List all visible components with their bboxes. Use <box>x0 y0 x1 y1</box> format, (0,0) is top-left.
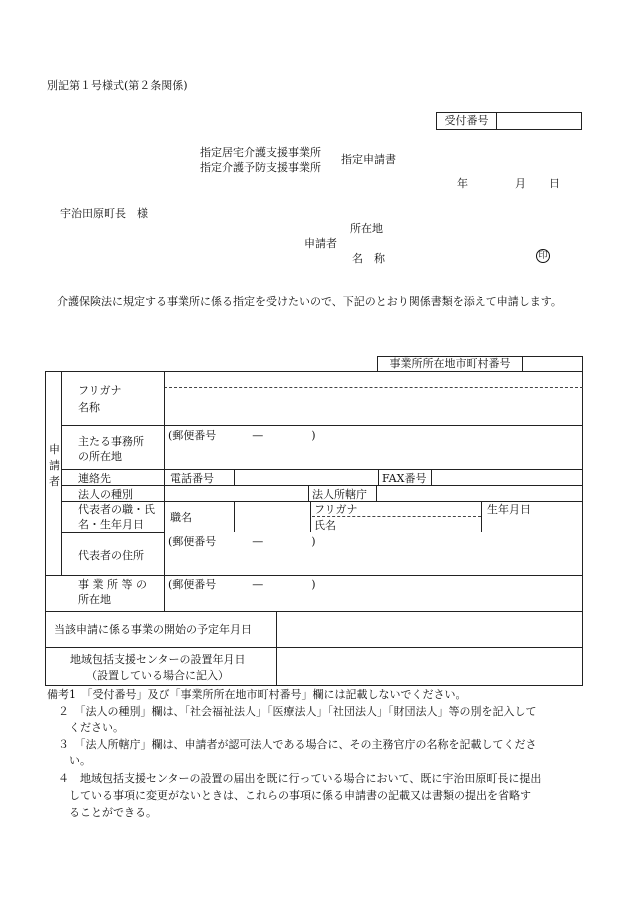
rep-address-postal <box>168 535 316 548</box>
note-2-cont: ください。 <box>47 721 124 734</box>
phone-label: 電話番号 <box>170 472 214 485</box>
main-office-postal <box>168 429 316 442</box>
representative-label-2: 名・生年月日 <box>78 518 144 531</box>
postal-open: (郵便番号 <box>168 535 217 548</box>
name-label: 名称 <box>78 401 100 414</box>
contact-label: 連絡先 <box>78 472 111 485</box>
postal-dash: — <box>252 578 264 591</box>
applicant-side-label <box>49 442 59 490</box>
applicant-name-label: 名 称 <box>352 252 385 265</box>
application-statement: 介護保険法に規定する事業所に係る指定を受けたいので、下記のとおり関係書類を添えて申請します。 <box>57 295 562 308</box>
furigana-label: フリガナ <box>78 384 122 397</box>
representative-label-1: 代表者の職・氏 <box>78 503 155 516</box>
date-month-label: 月 <box>515 177 526 190</box>
office-location-postal <box>168 578 316 591</box>
rep-name-label: 氏名 <box>314 519 336 532</box>
municipality-code-box <box>377 356 583 371</box>
note-4: ４ 地域包括支援センターの設置の届出を既に行っている場合において、既に宇治田原町長に提出 <box>47 772 542 785</box>
postal-close: ) <box>311 535 316 548</box>
seal-mark: 印 <box>536 249 550 263</box>
note-2: ２ 「法人の種別」欄は、「社会福祉法人」「医療法人」「社団法人」「財団法人」等の別を記入して <box>47 705 537 718</box>
postal-close: ) <box>311 429 316 442</box>
municipality-code-label: 事業所所在地市町村番号 <box>378 357 523 371</box>
document-kind: 指定申請書 <box>341 153 396 166</box>
service-type-line-2: 指定介護予防支援事業所 <box>200 161 321 174</box>
note-3-cont: い。 <box>47 754 91 767</box>
postal-open: (郵便番号 <box>168 578 217 591</box>
note-4-cont1: している事項に変更がないときは、これらの事項に係る申請書の記載又は書類の提出を省略す <box>47 789 531 802</box>
receipt-number-label: 受付番号 <box>437 113 497 129</box>
main-office-label-1: 主たる事務所 <box>78 435 144 448</box>
corp-type-label: 法人の種別 <box>78 488 133 501</box>
applicant-label: 申請者 <box>304 237 337 250</box>
applicant-side-text: 申請者 <box>49 443 60 488</box>
note-1: 備考1 「受付番号」及び「事業所所在地市町村番号」欄には記載しないでください。 <box>47 688 467 701</box>
postal-dash: — <box>252 535 264 548</box>
note-3: ３ 「法人所轄庁」欄は、申請者が認可法人である場合に、その主務官庁の名称を記載してくださ <box>47 738 537 751</box>
position-label: 職名 <box>170 511 192 524</box>
start-date-label: 当該申請に係る事業の開始の予定年月日 <box>54 623 252 636</box>
postal-dash: — <box>252 429 264 442</box>
applicant-address-label: 所在地 <box>350 222 383 235</box>
postal-close: ) <box>311 578 316 591</box>
corp-authority-label: 法人所轄庁 <box>312 488 367 501</box>
main-office-label-2: の所在地 <box>78 450 122 463</box>
receipt-number-box <box>436 112 582 130</box>
postal-open: (郵便番号 <box>168 429 217 442</box>
addressee: 宇治田原町長 様 <box>60 207 148 220</box>
birth-date-label: 生年月日 <box>487 503 531 516</box>
rep-address-label: 代表者の住所 <box>78 549 144 562</box>
office-location-label-1: 事 業 所 等 の <box>78 578 147 591</box>
form-title: 別記第１号様式(第２条関係) <box>47 79 188 92</box>
service-type-line-1: 指定居宅介護支援事業所 <box>200 146 321 159</box>
date-year-label: 年 <box>457 177 468 190</box>
application-table <box>45 371 583 686</box>
center-date-label-1: 地域包括支援センターの設置年月日 <box>70 653 246 666</box>
office-location-label-2: 所在地 <box>78 593 111 606</box>
note-4-cont2: ることができる。 <box>47 806 157 819</box>
date-day-label: 日 <box>549 177 560 190</box>
center-date-label-2: （設置している場合に記入） <box>86 669 229 682</box>
fax-label: FAX番号 <box>382 472 427 485</box>
rep-furigana-label: フリガナ <box>314 503 358 516</box>
